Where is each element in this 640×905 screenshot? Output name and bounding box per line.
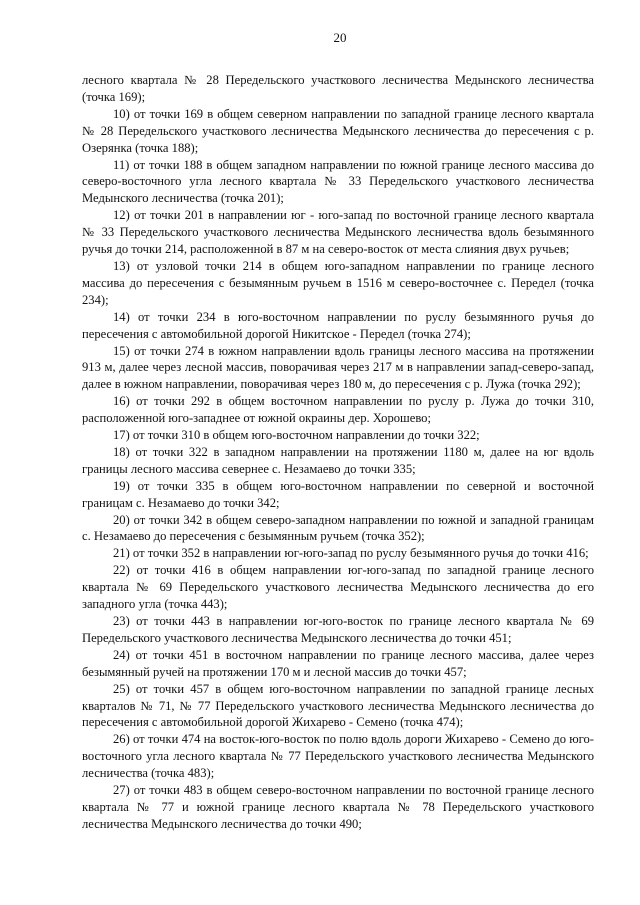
paragraph-item-21: 21) от точки 352 в направлении юг-юго-запад по руслу безымянного ручья до точки 416;: [113, 546, 589, 561]
paragraph-item-23: 23) от точки 443 в направлении юг-юго-восток по границе лесного квартала № 69 Передельского участкового лесничества Медынского лесничества до точки 451;: [82, 614, 594, 645]
paragraph-item-13: 13) от узловой точки 214 в общем юго-западном направлении по границе лесного массива до пересечения с безымянным ручьем в 1516 м северо-восточнее с. Передел (точка 234);: [82, 258, 594, 307]
paragraph-item-15: 15) от точки 274 в южном направлении вдоль границы лесного массива на протяжении 913 м, далее через лесной массив, поворачивая через 217 м в направлении запад-северо-запад, далее в южном направлении, поворачивая через 180 м, до пересечения с р. Лужа (точка 292);: [82, 343, 594, 392]
paragraph-continuation: лесного квартала № 28 Передельского участкового лесничества Медынского лесничества (точка 169);: [82, 73, 594, 104]
paragraph-item-19: 19) от точки 335 в общем юго-восточном направлении по северной и восточной границам с. Незамаево до точки 342;: [82, 478, 594, 510]
paragraph-item-22: 22) от точки 416 в общем направлении юг-юго-запад по западной границе лесного квартала № 69 Передельского участкового лесничества Медынского лесничества до его западного угла (точка 443);: [82, 563, 594, 612]
paragraph-item-27: 27) от точки 483 в общем северо-восточном направлении по восточной границе лесного квартала № 77 и южной границе лесного квартала № 78 Передельского участкового лесничества Медынского лесничества до точки 490;: [82, 783, 594, 831]
paragraph-item-25: 25) от точки 457 в общем юго-восточном направлении по западной границе лесных кварталов № 71, № 77 Передельского участкового лесничества Медынского лесничества до пересечения с автомобильной дорогой Жихарево - Семено (точка 474);: [82, 681, 594, 730]
paragraph-item-20: 20) от точки 342 в общем северо-западном направлении по южной и западной границам с. Незамаево до пересечения с безымянным ручьем (точка 352);: [82, 512, 594, 544]
paragraph-item-24: 24) от точки 451 в восточном направлении по границе лесного массива, далее через безымянный ручей на протяжении 170 м и лесной массив до точки 457;: [82, 647, 594, 679]
paragraph-item-16: 16) от точки 292 в общем восточном направлении по руслу р. Лужа до точки 310, расположенной юго-западнее от южной окраины дер. Хорошево;: [82, 394, 594, 426]
paragraph-item-17: 17) от точки 310 в общем юго-восточном направлении до точки 322;: [113, 428, 480, 443]
document-body: [82, 72, 594, 833]
paragraph-item-12: 12) от точки 201 в направлении юг - юго-запад по восточной границе лесного квартала № 33 Передельского участкового лесничества Медынского лесничества вдоль безымянного ручья до точки 214, расположенной в 87 м на северо-восток от места слияния двух ручьев;: [82, 208, 594, 257]
paragraph-item-18: 18) от точки 322 в западном направлении на протяжении 1180 м, далее на юг вдоль границы лесного массива севернее с. Незамаево до точки 335;: [82, 444, 594, 476]
paragraph-item-11: 11) от точки 188 в общем западном направлении по южной границе лесного массива до северо-восточного угла лесного квартала № 33 Передельского участкового лесничества Медынского лесничества (точка 201);: [82, 157, 594, 206]
paragraph-item-14: 14) от точки 234 в юго-восточном направлении по руслу безымянного ручья до пересечения с автомобильной дорогой Никитское - Передел (точка 274);: [82, 309, 594, 341]
paragraph-item-26: 26) от точки 474 на восток-юго-восток по полю вдоль дороги Жихарево - Семено до юго-восточного угла лесного квартала № 77 Передельского участкового лесничества Медынского лесничества (точка 483);: [82, 732, 594, 781]
page-number: 20: [333, 30, 347, 45]
paragraph-item-10: 10) от точки 169 в общем северном направлении по западной границе лесного квартала № 28 Передельского участкового лесничества Медынского лесничества до пересечения с р. Озерянка (точка 188);: [82, 106, 594, 155]
